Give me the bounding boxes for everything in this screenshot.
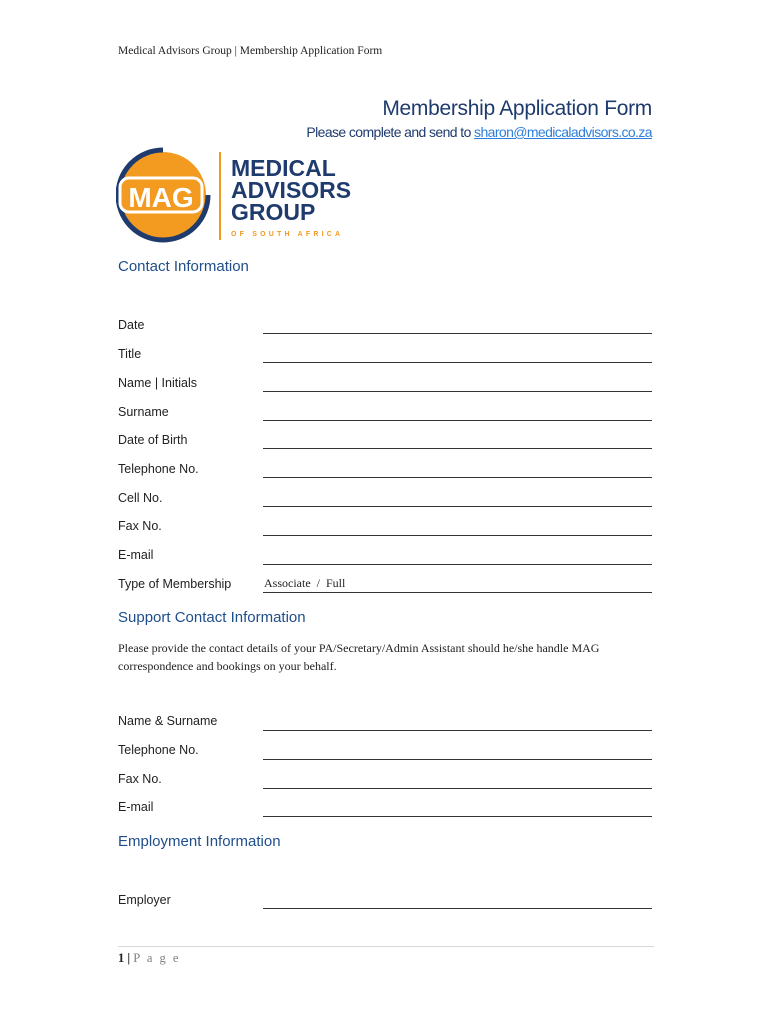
support-heading: Support Contact Information [118,609,306,626]
input-line[interactable] [263,506,652,507]
input-line[interactable] [263,816,652,817]
field-label: Telephone No. [118,462,199,476]
logo-line-group: GROUP [231,199,316,225]
input-line[interactable] [263,391,652,392]
field-label: Date of Birth [118,433,188,447]
footer-rule [118,946,654,947]
footer-separator: | [127,951,131,965]
input-line[interactable] [263,448,652,449]
input-line[interactable] [263,592,652,593]
email-link[interactable]: sharon@medicaladvisors.co.za [474,124,652,140]
membership-type-value[interactable]: Associate / Full [264,576,346,590]
form-title: Membership Application Form [382,97,652,120]
field-label: Surname [118,405,169,419]
mag-logo [116,146,356,246]
field-label: Employer [118,893,171,907]
input-line[interactable] [263,420,652,421]
field-label: Type of Membership [118,577,232,591]
field-label: Title [118,347,142,361]
input-line[interactable] [263,535,652,536]
logo-tagline: OF SOUTH AFRICA [231,231,344,238]
page-word: P a g e [133,951,181,965]
form-subtitle [306,124,652,140]
field-label: Telephone No. [118,743,199,757]
field-label: Fax No. [118,519,162,533]
field-label: Name & Surname [118,714,218,728]
field-label: Name | Initials [118,376,197,390]
running-header: Medical Advisors Group | Membership Application Form [118,45,383,57]
employment-heading: Employment Information [118,833,281,850]
field-label: Date [118,318,145,332]
input-line[interactable] [263,908,652,909]
input-line[interactable] [263,362,652,363]
input-line[interactable] [263,477,652,478]
logo-line-medical: MEDICAL [231,155,336,181]
logo-initials: MAG [128,182,194,213]
subtitle-prefix: Please complete and send to [306,124,475,140]
page-footer [118,951,180,966]
input-line[interactable] [263,333,652,334]
input-line[interactable] [263,730,652,731]
support-paragraph: Please provide the contact details of your PA/Secretary/Admin Assistant should he/she handle MAG correspondence and bookings on your behalf. [118,641,600,673]
contact-heading: Contact Information [118,258,249,275]
input-line[interactable] [263,788,652,789]
field-label: E-mail [118,800,154,814]
field-label: E-mail [118,548,154,562]
page-number: 1 [118,951,125,965]
field-label: Fax No. [118,772,162,786]
input-line[interactable] [263,759,652,760]
input-line[interactable] [263,564,652,565]
logo-line-advisors: ADVISORS [231,177,352,203]
field-label: Cell No. [118,491,163,505]
